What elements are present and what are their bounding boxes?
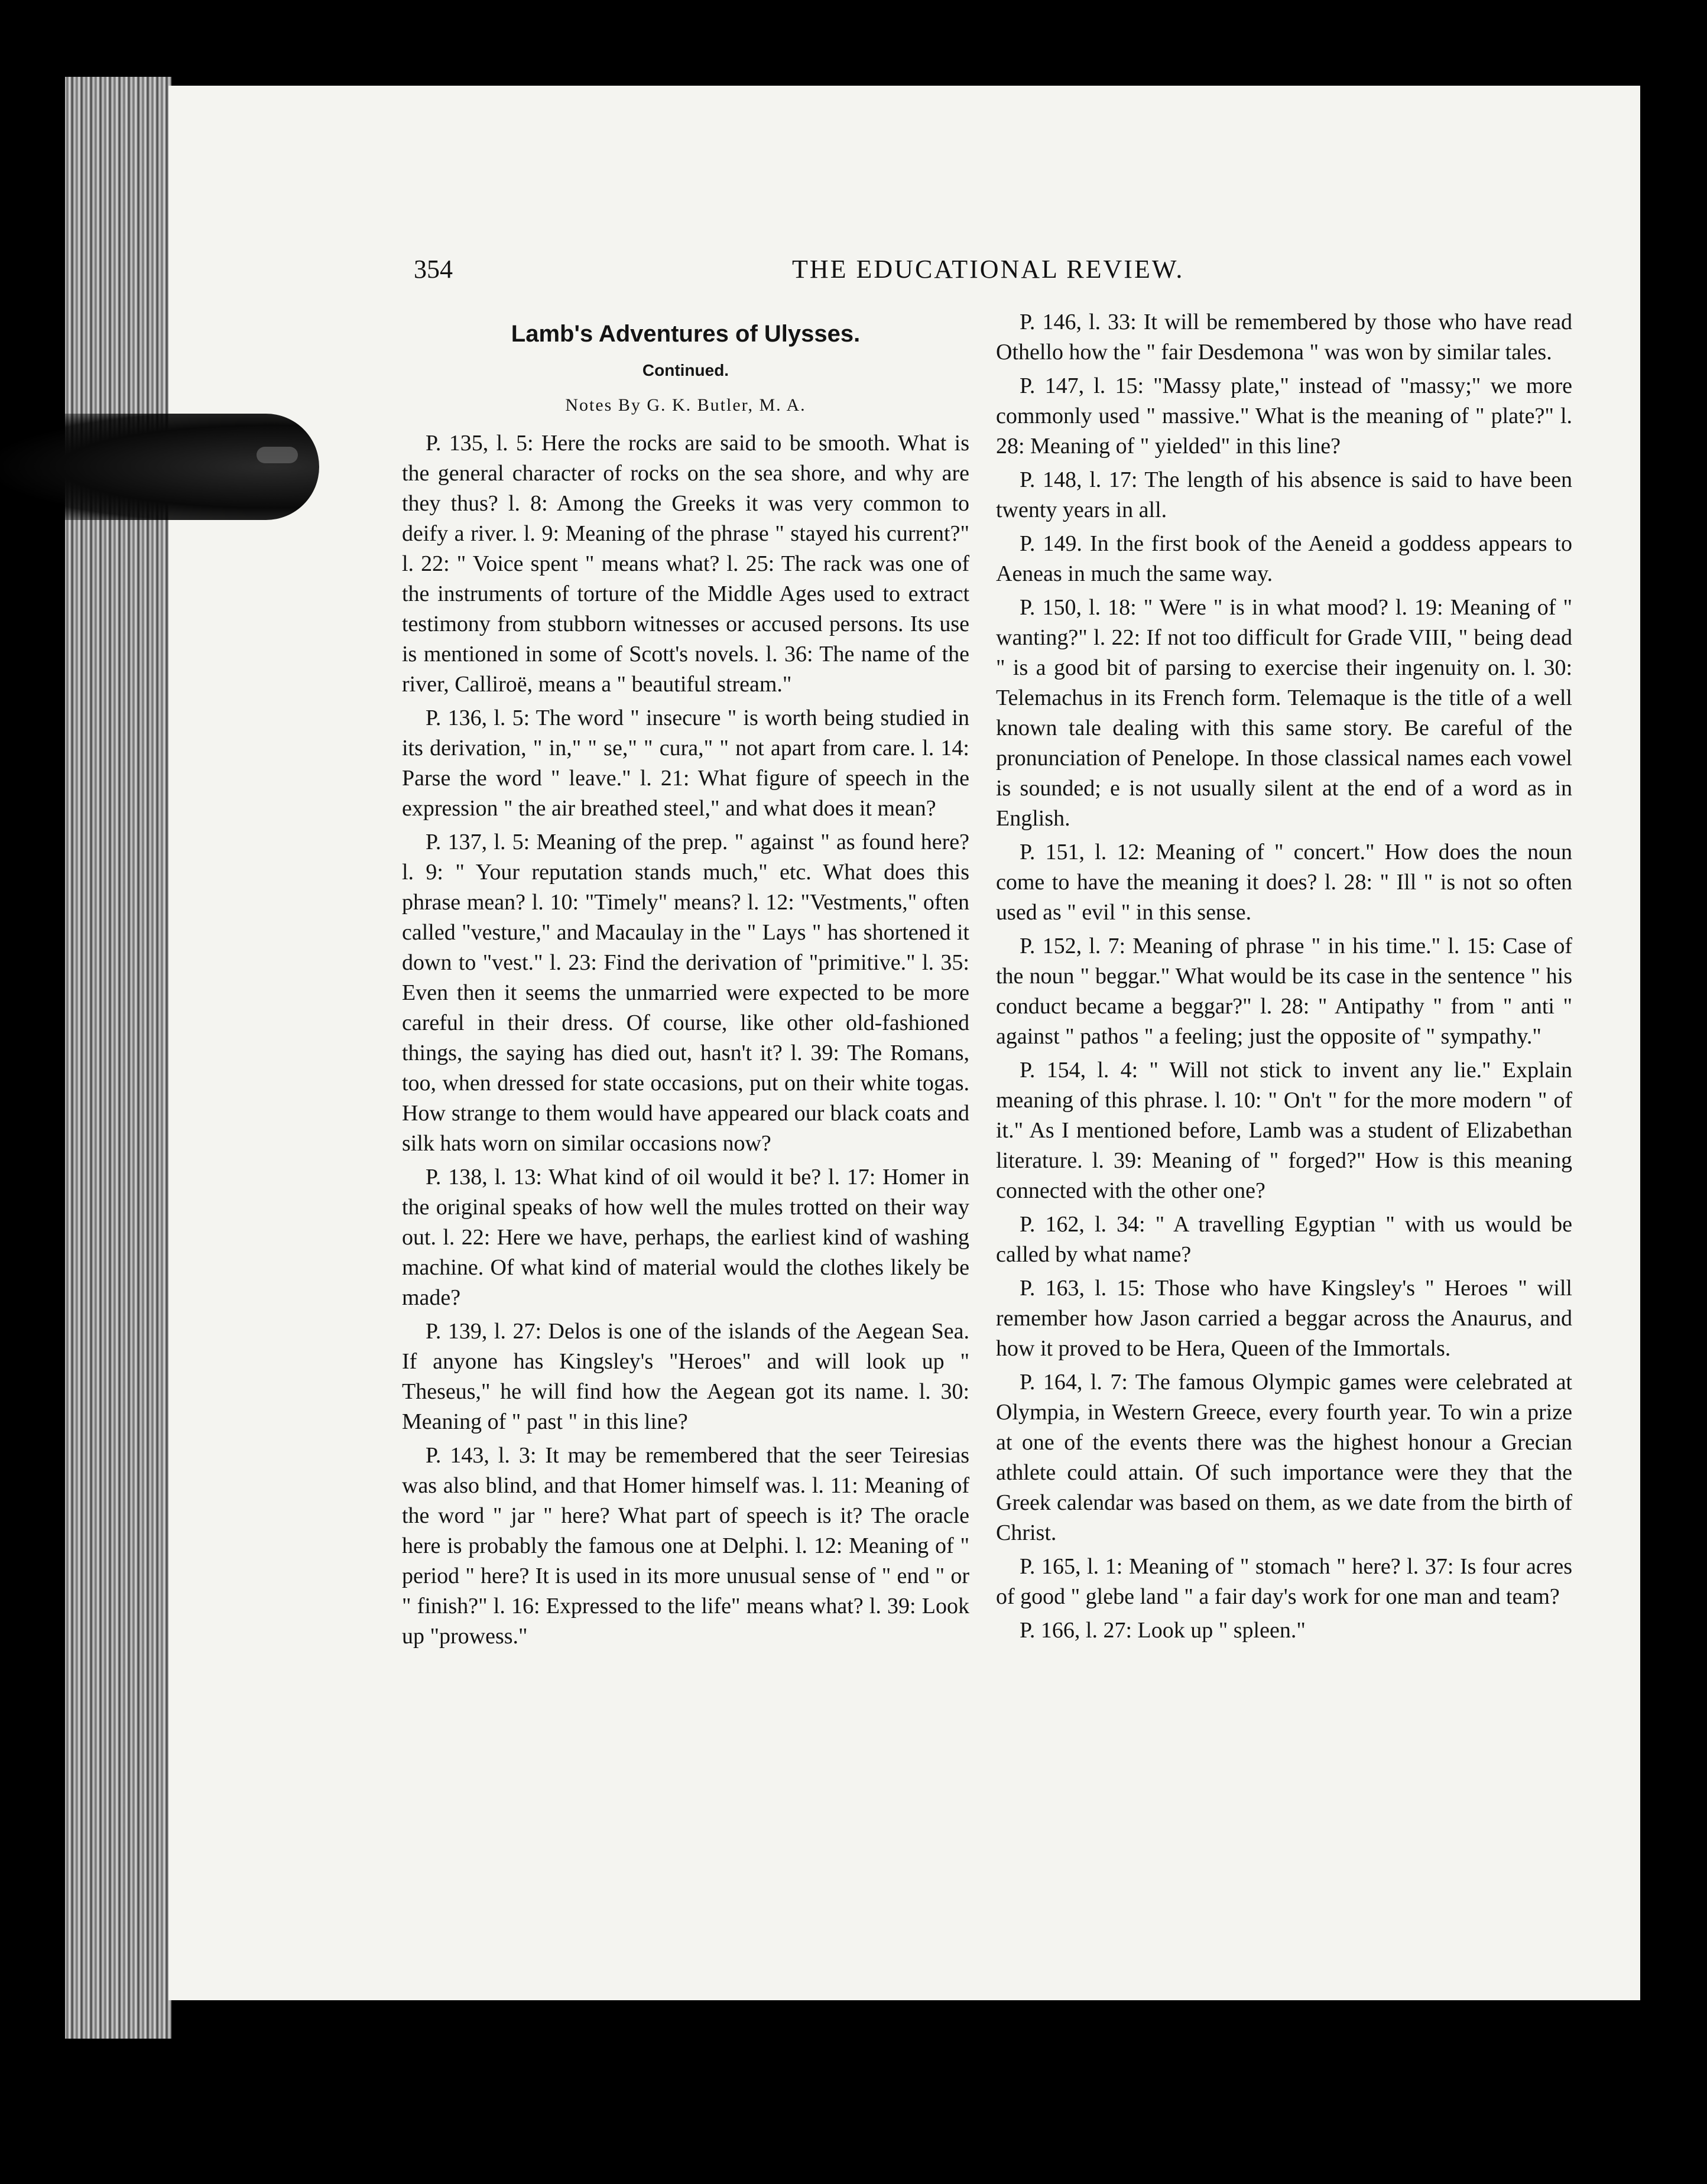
note-paragraph: P. 147, l. 15: "Massy plate," instead of "massy;" we more commonly used " massive." What is the meaning of " plate?" l. 28: Meaning of " yielded" in this line? — [996, 373, 1572, 459]
note-paragraph: P. 139, l. 27: Delos is one of the islands of the Aegean Sea. If anyone has Kingsley's "Heroes" and will look up " Theseus," he will find how the Aegean got its name. l. 30: Meaning of " past " in this line? — [402, 1319, 969, 1434]
note-paragraph: P. 138, l. 13: What kind of oil would it be? l. 17: Homer in the original speaks of how well the mules trotted on their way out. l. 22: Here we have, perhaps, the earliest kind of washing machine. Of what kind of material would the clothes likely be made? — [402, 1165, 969, 1310]
note-paragraph: P. 164, l. 7: The famous Olympic games were celebrated at Olympia, in Western Greece, every fourth year. To win a prize at one of the events there was the highest honour a Grecian athlete could attain. Of such importance were they that the Greek calendar was based on them, as we date from the birth of Christ. — [996, 1370, 1572, 1545]
running-title: THE EDUCATIONAL REVIEW. — [792, 255, 1184, 284]
note-paragraph: P. 162, l. 34: " A travelling Egyptian " with us would be called by what name? — [996, 1212, 1572, 1267]
page-header — [414, 254, 1655, 295]
article-subtitle: Continued. — [642, 361, 729, 379]
note-paragraph: P. 146, l. 33: It will be remembered by those who have read Othello how the " fair Desdemona " was won by similar tales. — [996, 310, 1572, 365]
note-paragraph: P. 152, l. 7: Meaning of phrase " in his time." l. 15: Case of the noun " beggar." What would be its case in the sentence " his conduct became a beggar?" l. 28: " Antipathy " from " anti " against " pathos " a feeling; just the opposite of " sympathy." — [996, 934, 1572, 1049]
note-paragraph: P. 136, l. 5: The word " insecure " is worth being studied in its derivation, " in," " se," " cura," " not apart from care. l. 14: Parse the word " leave." l. 21: What figure of speech in the expression " the air breathed steel," and what does it mean? — [402, 706, 969, 821]
note-paragraph: P. 166, l. 27: Look up " spleen." — [1020, 1618, 1306, 1643]
note-paragraph: P. 149. In the first book of the Aeneid a goddess appears to Aeneas in much the same way. — [996, 531, 1572, 586]
thumb-holding-page — [0, 414, 319, 520]
book-page-edges — [65, 77, 171, 2039]
note-paragraph: P. 148, l. 17: The length of his absence is said to have been twenty years in all. — [996, 467, 1572, 522]
right-column — [996, 307, 1572, 1649]
note-paragraph: P. 154, l. 4: " Will not stick to invent any lie." Explain meaning of this phrase. l. 10: " On't " for the more modern " of it." As I mentioned before, Lamb was a student of Elizabethan literature. l. 39: Meaning of " forged?" How is this meaning connected with the other one? — [996, 1058, 1572, 1203]
left-column — [402, 319, 969, 1655]
note-paragraph: P. 143, l. 3: It may be remembered that the seer Teiresias was also blind, and that Homer himself was. l. 11: Meaning of the word " jar " here? What part of speech is it? The oracle here is probably the famous one at Delphi. l. 12: Meaning of " period " here? It is used in its more unusual sense of " end " or " finish?" l. 16: Expressed to the life" means what? l. 39: Look up "prowess." — [402, 1443, 969, 1649]
note-paragraph: P. 150, l. 18: " Were " is in what mood? l. 19: Meaning of " wanting?" l. 22: If not too difficult for Grade VIII, " being dead " is a good bit of parsing to exercise their ingenuity on. l. 30: Telemachus in its French form. Telemaque is the title of a well known tale dealing with this same story. Be careful of the pronunciation of Penelope. In those classical names each vowel is sounded; e is not usually silent at the end of a word as in English. — [996, 595, 1572, 831]
page-number: 354 — [414, 255, 453, 284]
note-paragraph: P. 137, l. 5: Meaning of the prep. " against " as found here? l. 9: " Your reputation stands much," etc. What does this phrase mean? l. 10: "Timely" means? l. 12: "Vestments," often called "vesture," and Macaulay in the " Lays " has shortened it down to "vest." l. 23: Find the derivation of "primitive." l. 35: Even then it seems the unmarried were expected to be more careful in their dress. Of course, like other old-fashioned things, the saying has died out, hasn't it? l. 39: The Romans, too, when dressed for state occasions, put on their white togas. How strange to them would have appeared our black coats and silk hats worn on similar occasions now? — [402, 830, 969, 1156]
note-paragraph: P. 165, l. 1: Meaning of " stomach " here? l. 37: Is four acres of good " glebe land " a fair day's work for one man and team? — [996, 1554, 1572, 1609]
article-title: Lamb's Adventures of Ulysses. — [511, 321, 861, 347]
thumbnail-highlight — [257, 447, 298, 463]
note-paragraph: P. 135, l. 5: Here the rocks are said to be smooth. What is the general character of rocks on the sea shore, and why are they thus? l. 8: Among the Greeks it was very common to deify a river. l. 9: Meaning of the phrase " stayed his current?" l. 22: " Voice spent " means what? l. 25: The rack was one of the instruments of torture of the Middle Ages used to extract testimony from stubborn witnesses or accused persons. Its use is mentioned in some of Scott's novels. l. 36: The name of the river, Calliroë, means a " beautiful stream." — [402, 431, 969, 697]
note-paragraph: P. 163, l. 15: Those who have Kingsley's " Heroes " will remember how Jason carried a beggar across the Anaurus, and how it proved to be Hera, Queen of the Immortals. — [996, 1276, 1572, 1361]
note-paragraph: P. 151, l. 12: Meaning of " concert." How does the noun come to have the meaning it does? l. 28: " Ill " is not so often used as " evil " in this sense. — [996, 840, 1572, 925]
article-byline: Notes By G. K. Butler, M. A. — [565, 395, 806, 415]
